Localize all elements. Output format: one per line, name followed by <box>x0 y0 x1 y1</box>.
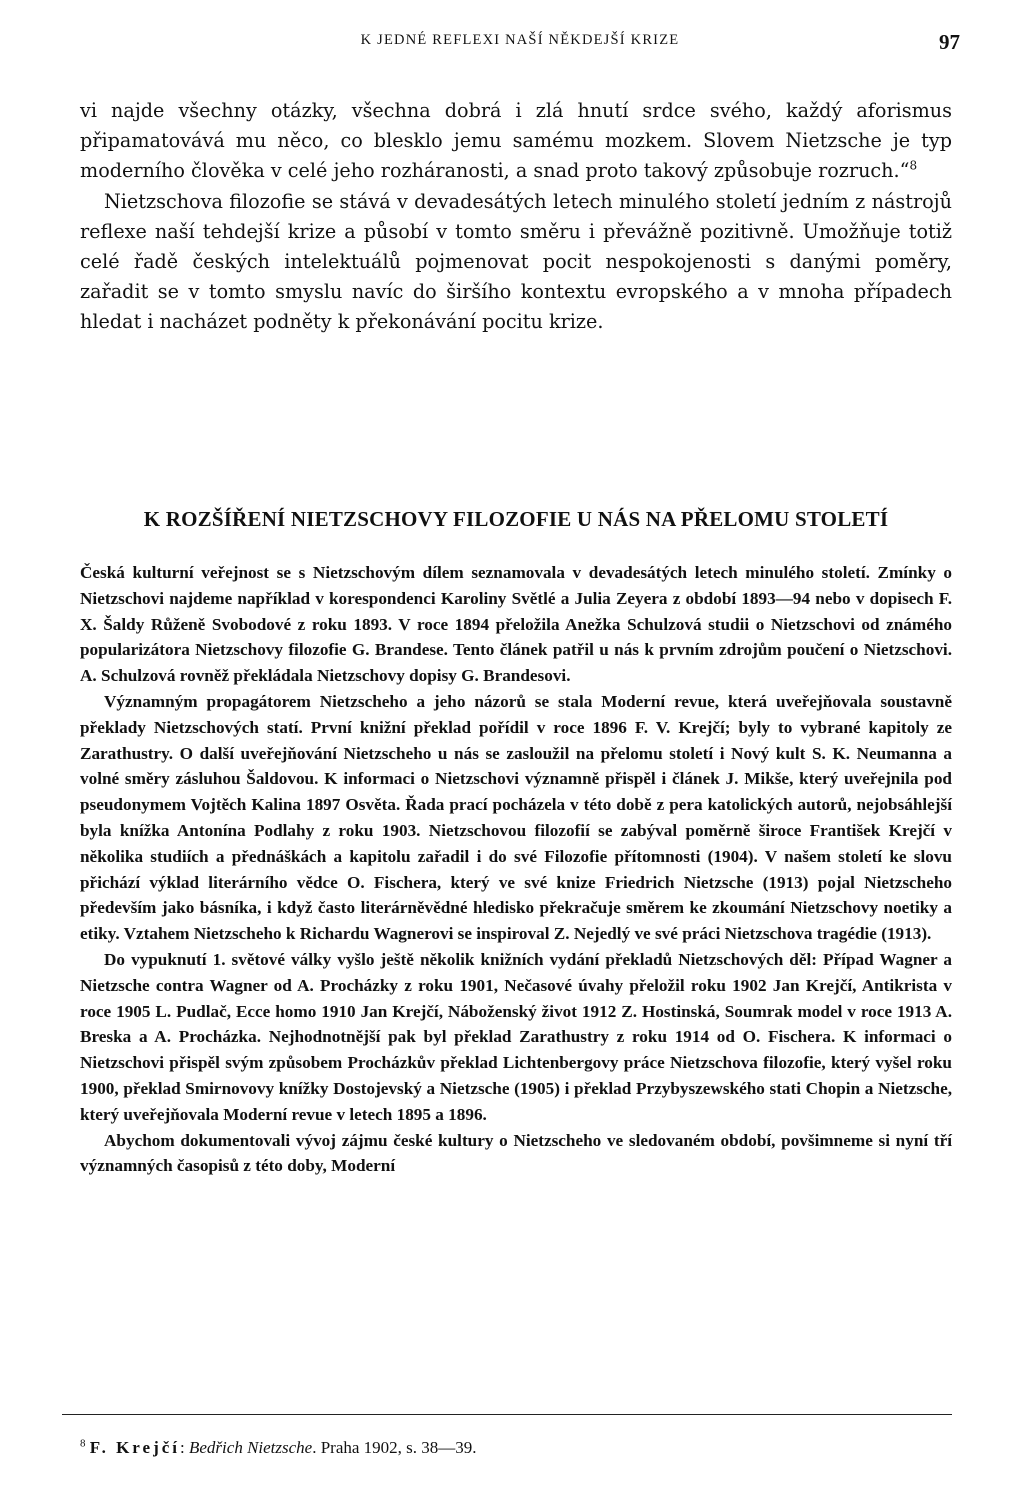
section-paragraph: Česká kulturní veřejnost se s Nietzschovým dílem seznamovala v devadesátých letech minulého století. Zmínky o Nietzschovi najdeme například v korespondenci Karoliny Světlé a Julia Zeyera z období 1893—94 nebo v dopisech F. X. Šaldy Růženě Svobodové z roku 1893. V roce 1894 přeložila Anežka Schulzová studii o Nietzschovi od známého popularizátora Nietzschovy filozofie G. Brandese. Tento článek patřil u nás k prvním zdrojům poučení o Nietzschovi. A. Schulzová rovněž překládala Nietzschovy dopisy G. Brandesovi. <box>80 563 952 686</box>
footnote-author: F. Krejčí <box>89 1438 181 1457</box>
intro-paragraph <box>80 96 952 187</box>
intro-paragraph: Nietzschova filozofie se stává v devadesátých letech minulého století jedním z nástrojů reflexe naší tehdejší krize a působí v tomto směru i převážně pozitivně. Umožňuje totiž celé řadě českých intelektuálů pojmenovat pocit nespokojenosti s danými poměry, zařadit se v tomto smyslu navíc do širšího kontextu evropského a v mnoha případech hledat i nacházet podněty k překonávání pocitu krize. <box>80 189 952 334</box>
section-paragraph: Do vypuknutí 1. světové války vyšlo ještě několik knižních vydání překladů Nietzschových děl: Případ Wagner a Nietzsche contra Wagner od A. Procházky z roku 1901, Nečasové úvahy přeložil roku 1902 Jan Krejčí, Antikrista v roce 1905 L. Pudlač, Ecce homo 1910 Jan Krejčí, Náboženský život 1912 Z. Hostinská, Soumrak model v roce 1913 A. Breska a A. Procházka. Nejhodnotnější pak byl překlad Zarathustry z roku 1914 od O. Fischera. K informaci o Nietzschovi přispěl svým způsobem Procházkův překlad Lichtenbergovy práce Nietzschova filozofie, který vyšel roku 1900, překlad Smirnovovy knížky Dostojevský a Nietzsche (1905) i překlad Przybyszewského stati Chopin a Nietzsche, který uveřejňovala Moderní revue v letech 1895 a 1896. <box>80 949 952 1124</box>
intro-paragraph-text: vi najde všechny otázky, všechna dobrá i zlá hnutí srdce svého, každý aforismus připamatovává mu něco, co blesklo jemu samému mozkem. Slovem Nietzsche je typ moderního člověka v celé jeho rozháranosti, a snad proto takový způsobuje rozruch.“ <box>80 99 952 183</box>
page-number: 97 <box>939 30 960 54</box>
footnote-reference: 8 <box>909 159 918 174</box>
footnote: $^8$ F. Krejčí: Bedřich Nietzsche. Praha 1902, s. 38—39. <box>80 1437 477 1457</box>
section-paragraph: Významným propagátorem Nietzscheho a jeho názorů se stala Moderní revue, která uveřejňovala soustavně překlady Nietzschových statí. První knižní překlad pořídil v roce 1896 F. V. Krejčí; byly to vybrané kapitoly ze Zarathustry. O další uveřejňování Nietzscheho u nás se zasloužil na přelomu století i Nový kult S. K. Neumanna a volné směry zásluhou Šaldovou. K informaci o Nietzschovi významně přispěl i článek J. Mikše, který uveřejnila pod pseudonymem Vojtěch Kalina 1897 Osvěta. Řada prací pocházela v této době z pera katolických autorů, nejobsáhlejší byla knížka Antonína Podlahy z roku 1903. Nietzschovou filozofií se zabýval poměrně široce František Krejčí v několika studiích a přednáškách a kapitolu zařadil i do své Filozofie přítomnosti (1904). V našem století ke slovu přichází výklad literárního vědce O. Fischera, který ve své knize Friedrich Nietzsche (1913) pojal Nietzscheho především jako básníka, i když často literárněvědné hledisko překračuje směrem ke zkoumání Nietzschovy noetiky a etiky. Vztahem Nietzscheho k Richardu Wagnerovi se inspiroval Z. Nejedlý ve své práci Nietzschova tragédie (1913). <box>80 691 952 944</box>
footnote-mark: 8 <box>80 1437 86 1450</box>
section-paragraph: Abychom dokumentovali vývoj zájmu české kultury o Nietzscheho ve sledovaném období, povšimneme si nyní tří významných časopisů z této doby, Moderní <box>80 1130 952 1176</box>
section-heading: K ROZŠÍŘENÍ NIETZSCHOVY FILOZOFIE U NÁS NA PŘELOMU STOLETÍ <box>143 507 889 531</box>
running-title: K JEDNÉ REFLEXI NAŠÍ NĚKDEJŠÍ KRIZE <box>360 32 680 48</box>
section <box>80 504 952 1179</box>
footnote-details: . Praha 1902, s. 38—39. <box>312 1438 477 1457</box>
footnote-book-title: Bedřich Nietzsche <box>189 1438 313 1457</box>
running-head <box>80 30 960 64</box>
intro-text <box>80 96 952 338</box>
footnote-divider <box>62 1414 952 1415</box>
